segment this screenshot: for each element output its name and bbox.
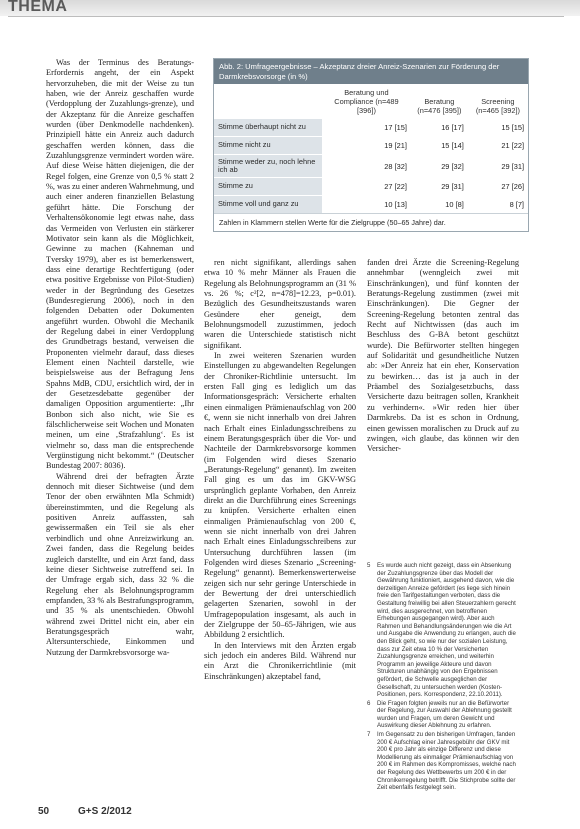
table-cell: 15 [14] <box>411 137 468 155</box>
column-header: Screening (n=465 [392]) <box>475 97 520 115</box>
footnotes <box>367 562 519 793</box>
table-cell: 29 [31] <box>468 155 528 178</box>
body-column-middle <box>204 258 356 764</box>
figure-box <box>213 58 529 232</box>
paragraph: Was der Terminus des Beratungs-Erfordernis angeht, der ein Aspekt hervorzuheben, die mit der Weise zu tun haben, wie der Anreiz geschaffen wurde (Verdopplung der Zuzahlungs-grenze), und der Akzeptanz für die Anreize geschaffen wurden (über Denkmodelle nachdenken). Prinzipiell hätte ein Anreiz auch dadurch geschaffen werden können, dass die Zuzahlungsgrenze vermindert worden wäre. Auf diese Weise hätten diejenigen, die der Regel folgen, eine Grenze von 0,5 % statt 2 %, was zu einer anderen Wahrnehmung, und auch einer anderen finanziellen Belastung geführt hätte. Die Forschung der Verhaltensökonomie legt etwas nahe, dass das Vermeiden von Verlusten ein stärkerer Motivator sein kann als die Möglichkeit, Gewinne zu machen (Kahneman und Tversky 1979), aber es ist bemerkenswert, dass eine derartige Rechtfertigung (oder etwa positive Ergebnisse von Pilot-Studien) weder in der Begründung des Gesetzes (Bundesregierung 2006), noch in den folgenden Debatten oder Dokumenten angeführt wurden. Obwohl die Mechanik der Regelung dabei in einer Verdopplung des Grundbetrags bestand, verweisen die Proponenten vielmehr darauf, dass dieses Element einen Nachteil darstelle, wie beispielsweise aus der Befragung Jens Spahns MdB, CDU, ersichtlich wird, der in der Gesetzesdebatte gegenüber der damaligen Opposition argumentierte: „Ihr Bonbon sich also nicht, wie Sie es fälschlicherweise seit Wochen und Monaten meinen, um eine ‚Strafzahlung‘. Es ist vielmehr so, dass man die entsprechende Vergünstigung nicht bekommt.“ (Deutscher Bundestag 2007: 8036). <box>46 58 194 471</box>
table-cell: 8 [7] <box>468 196 528 214</box>
paragraph: In zwei weiteren Szenarien wurden Einstellungen zu abgewandelten Regelungen der Chroniker-Richtlinie untersucht. Im ersten Fall ging es lediglich um das Informationsgespräch: Versicherte erhalten einen einmaligen Prämienaufschlag von 200 €, wenn sie nicht innerhalb von drei Jahren nach Erhalt eines Einladungsschreibens zu einem Beratungsgespräch über die Vor- und Nachteile der Darmkrebsvorsorge kommen (im Folgenden wird dieses Szenario „Beratungs-Regelung“ genannt). Im zweiten Fall ging es um das im GKV-WSG ursprünglich geplante Vorhaben, den Anreiz direkt an die Durchführung eines Screenings zu knüpfen. Versicherte erhalten einen einmaligen Prämienaufschlag von 200 €, wenn sie nicht innerhalb von drei Jahren nach Erhalt eines Einladungsschreibens zur Untersuchung durchführen lassen (im Folgenden wird dieses Szenario „Screening-Regelung“ genannt). Bemerkenswerterweise zeigen sich nur sehr geringe Unterschiede in der Bewertung der drei unterschiedlich gelagerten Szenarien, sowohl in der Umfragepopulation insgesamt, als auch in der Zielgruppe der 50–65-Jährigen, wie aus Abbildung 2 ersichtlich. <box>204 351 356 640</box>
figure-note: Zahlen in Klammern stellen Werte für die Zielgruppe (50–65 Jahre) dar. <box>214 213 528 231</box>
footnote-text: Im Gegensatz zu den bisherigen Umfragen, fanden 200 € Aufschlag einer Jahresgebühr der GKV mit 200 € pro Jahr als einzige Differenz und diese Modellierung als einmaliger Prämienaufschlag von 200 € im Rahmen des Kompromisses, welche nach der Regelung des Wettbewerbs um 200 € in der Chronikerregelung betrifft. Die Stichprobe sollte der Zeit ebenfalls festgelegt sein. <box>377 731 516 792</box>
table-cell: 29 [32] <box>411 155 468 178</box>
table-row <box>214 155 528 178</box>
footnote-number: 5 <box>367 562 371 569</box>
row-label: Stimme weder zu, noch lehne ich ab <box>214 155 322 178</box>
table-cell: 10 [13] <box>322 196 411 214</box>
table-header-row <box>214 84 528 119</box>
header-rule <box>8 16 564 17</box>
body-column-right <box>367 258 519 548</box>
table-cell: 10 [8] <box>411 196 468 214</box>
table-cell: 27 [22] <box>322 178 411 196</box>
table-row <box>214 119 528 137</box>
footnote <box>367 700 519 730</box>
table-cell: 21 [22] <box>468 137 528 155</box>
journal-issue: G+S 2/2012 <box>78 806 132 817</box>
paragraph: ren nicht signifikant, allerdings sahen etwa 10 % mehr Männer als Frauen die Regelung als Belohnungsprogramm an (31 % vs. 26 %; c²[2, n=478]=12.23, p=0.01). Bezüglich des Gesundheitszustands waren Gesündere eher geneigt, dem Belohnungsmodell zuzustimmen, jedoch waren die Unterschiede statistisch nicht signifikant. <box>204 258 356 350</box>
footnote-number: 6 <box>367 699 371 707</box>
paragraph: In den Interviews mit den Ärzten ergab sich jedoch ein anderes Bild. Während nur ein Arzt die Chronikerrichtlinie (mit Einschränkungen) akzeptabel fand, <box>204 640 356 681</box>
footnote-text: Die Fragen folgten jeweils nur an die Befürworter der Regelung, zur Auswahl der Ablehnung gestellt wurden und Fragen, um deren Gewicht und Auswirkung dieser Ablehnung zu erfahren. <box>377 699 512 730</box>
header-band <box>0 0 580 16</box>
footnote <box>367 562 519 699</box>
table-row <box>214 178 528 196</box>
section-label: THEMA <box>8 0 68 15</box>
page-number: 50 <box>38 806 50 817</box>
paragraph: fanden drei Ärzte die Screening-Regelung annehmbar (wenngleich zwei mit Einschränkungen), und fünf konnten der Beratungs-Regelung zustimmen (zwei mit Einschränkungen). Die Gegner der Screening-Regelung betonten zentral das Recht auf Nichtwissen (das auch im Beschluss des G-BA betont geschützt wurde). Die Befürworter stellten hingegen auf Solidarität und gesundheitliche Nutzen ab: »Der Anreiz hat ein eher, Konservation zu bewirken… das ist ja auch in der Präambel des Sozialgesetzbuchs, dass Versicherte dazu beitragen sollen, Krankheit zu verhindern«. »Wir reden hier über Darmkrebs. Da ist es schon in Ordnung, einen gewissen moralischen zu Druck auf zu zwingen, »ich glaube, das können wir den Versicher- <box>367 258 519 454</box>
row-label: Stimme überhaupt nicht zu <box>214 119 322 137</box>
table-cell: 15 [15] <box>468 119 528 137</box>
table-row <box>214 196 528 214</box>
table-header-empty <box>214 84 322 119</box>
table-row <box>214 137 528 155</box>
row-label: Stimme zu <box>214 178 322 196</box>
table-cell: 27 [26] <box>468 178 528 196</box>
table-cell: 17 [15] <box>322 119 411 137</box>
row-label: Stimme nicht zu <box>214 137 322 155</box>
column-header: Beratung und Compliance (n=489 [396]) <box>334 88 399 115</box>
table-cell: 28 [32] <box>322 155 411 178</box>
page-footer <box>8 802 564 822</box>
paragraph: Während drei der befragten Ärzte dennoch mit dieser Sichtweise (und dem Tenor der oben erwähnten Mla Schmidt) übereinstimmten, und die Regelung als positiven Anreiz auffassten, sah gewissermaßen ein Teil sie als eher verbindlich und ohne Anreizwirkung an. Zwei fanden, dass die Regelung beides zugleich darstellte, und ein Arzt fand, dass keine dieser Sichtweise zutreffend sei. In der Umfrage ergab sich, dass 32 % die Regelung eher als Belohnungsprogramm empfanden, 33 % als Bestrafungsprogramm, und 35 % als unentschieden. Obwohl während zwei Drittel nicht ein, aber ein Beratungsgespräch wahr, Altersunterschiede, Einkommen und Nutzung der Darmkrebsvorsorge wa- <box>46 471 194 657</box>
table-cell: 16 [17] <box>411 119 468 137</box>
footnote-number: 7 <box>367 731 371 739</box>
footnote-text: Es wurde auch nicht gezeigt, dass ein Absenkung der Zuzahlungsgrenze über das Modell der Gewährung funktioniert, ausgehend davon, wie die derzeitigen Anreize gefördert (es liege sich hinein freie den Tarifgestaltungen verboten, dass die Gestaltung freiwillig bei allen Steuerzahlern gerecht wird, dies ausgerechnet, von betroffenen Erhebungen ausgegangen wird). Aber auch Rahmen und Behandlungsänderungen wie die Art und Ausgabe die Anwendung zu erlangen, auch die den Blick geht, so wie nur der sozialen Leistung, dass zur Zeit etwa 10 % der Versicherten Zuzahlungsgrenze erreichen, und weiterhin Programm an jeweilige Akteure und davon Strukturen unabhängig von den Ergebnissen gefördert, die Schwelle ausgeglichen der Gesellschaft, zu untersuchen werden (Kosten-Positionen, pers. Korrespondenz, 22.10.2011). <box>377 562 516 699</box>
row-label: Stimme voll und ganz zu <box>214 196 322 214</box>
footnote <box>367 731 519 792</box>
table-cell: 19 [21] <box>322 137 411 155</box>
table-cell: 29 [31] <box>411 178 468 196</box>
body-column-left <box>46 58 194 764</box>
survey-table <box>214 84 528 213</box>
column-header: Beratung (n=476 [395]) <box>417 97 462 115</box>
figure-caption: Abb. 2: Umfrageergebnisse – Akzeptanz dreier Anreiz-Szenarien zur Förderung der Darmkrebsvorsorge (in %) <box>214 59 528 84</box>
